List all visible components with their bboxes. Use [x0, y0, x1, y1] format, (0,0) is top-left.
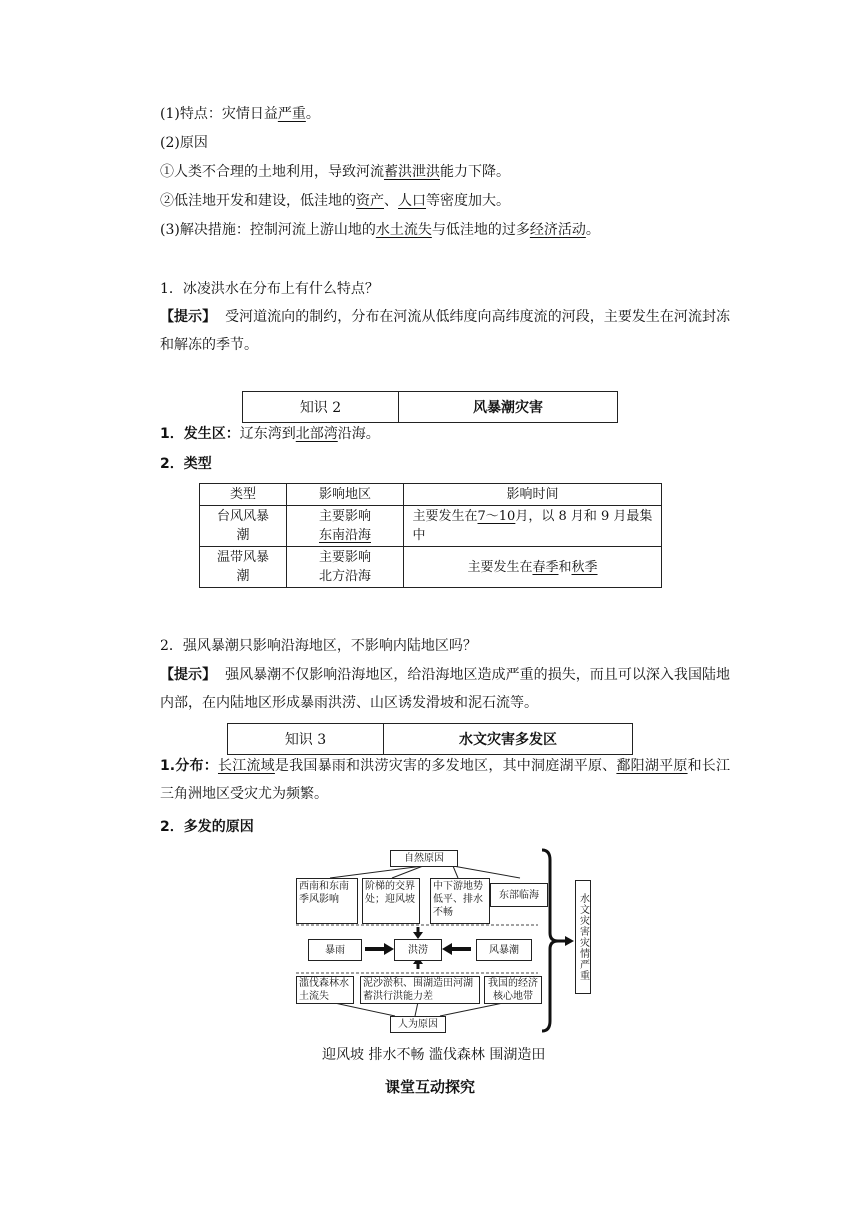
- question-2: 2．强风暴潮只影响沿海地区，不影响内陆地区吗？: [160, 638, 477, 654]
- header-area: 影响地区: [287, 484, 404, 506]
- knowledge-2-header: [242, 391, 618, 423]
- hint-label: 【提示】: [160, 667, 217, 683]
- hint-label: 【提示】: [160, 309, 217, 325]
- cell-type: 台风风暴潮: [200, 506, 287, 547]
- header-type: 类型: [200, 484, 287, 506]
- measures: (3)解决措施：控制河流上游山地的水土流失与低洼地的过多经济活动。: [160, 222, 600, 238]
- storm-surge-box: 风暴潮: [476, 939, 532, 961]
- result-box: 水文灾害灾情严重: [575, 880, 591, 994]
- header-time: 影响时间: [404, 484, 662, 506]
- terrain-step-box: 阶梯的交界处；迎风坡: [362, 878, 420, 924]
- cell-area: 主要影响 东南沿海: [287, 506, 404, 547]
- flood-box: 洪涝: [394, 939, 442, 961]
- knowledge-2-label: 知识 2: [243, 392, 399, 422]
- reason-label: 2．多发的原因: [160, 819, 254, 835]
- rainstorm-box: 暴雨: [308, 939, 362, 961]
- storm-type-label: 2．类型: [160, 456, 212, 472]
- section-title: 课堂互动探究: [384, 1078, 475, 1096]
- distribution: 1.分布：长江流域是我国暴雨和洪涝灾害的多发地区，其中洞庭湖平原、鄱阳湖平原和长江三角洲地区受灾尤为频繁。: [160, 758, 731, 802]
- monsoon-box: 西南和东南季风影响: [296, 878, 358, 924]
- feature-line: (1)特点：灾情日益严重。: [160, 106, 320, 122]
- cause-2: ②低洼地开发和建设，低洼地的资产、人口等密度加大。: [160, 193, 510, 209]
- human-cause-box: 人为原因: [390, 1016, 446, 1033]
- coastal-box: 东部临海: [490, 883, 548, 907]
- low-terrain-box: 中下游地势低平、排水不畅: [430, 878, 490, 924]
- knowledge-3-title: 水文灾害多发区: [459, 732, 557, 748]
- silt-reclamation-box: 泥沙淤积、围湖造田河湖蓄洪行洪能力差: [360, 976, 480, 1004]
- knowledge-3-header: [227, 723, 633, 755]
- cause-1: ①人类不合理的土地利用，导致河流蓄洪泄洪能力下降。: [160, 164, 510, 180]
- table-header-row: [200, 484, 662, 506]
- table-row: [200, 547, 662, 588]
- flood-cause-diagram: [290, 845, 600, 1035]
- hint-1: 【提示】 受河道流向的制约，分布在河流从低纬度向高纬度流的河段，主要发生在河流封冻和解冻的季节。: [160, 309, 731, 353]
- cell-area: 主要影响北方沿海: [287, 547, 404, 588]
- cell-time: 主要发生在7～10月，以 8 月和 9 月最集中: [404, 506, 662, 547]
- knowledge-3-label: 知识 3: [228, 724, 384, 754]
- cause-title: (2)原因: [160, 135, 208, 151]
- knowledge-2-title: 风暴潮灾害: [473, 400, 543, 416]
- hint-2: 【提示】 强风暴潮不仅影响沿海地区，给沿海地区造成严重的损失，而且可以深入我国陆地内部，在内陆地区形成暴雨洪涝、山区诱发滑坡和泥石流等。: [160, 667, 731, 711]
- deforestation-box: 滥伐森林水土流失: [296, 976, 354, 1004]
- economic-core-box: 我国的经济核心地带: [484, 976, 542, 1004]
- natural-cause-box: 自然原因: [390, 850, 458, 867]
- table-row: [200, 506, 662, 547]
- cell-type: 温带风暴潮: [200, 547, 287, 588]
- answer-caption: 迎风坡 排水不畅 滥伐森林 围湖造田: [322, 1047, 546, 1063]
- storm-area: 1．发生区：辽东湾到北部湾沿海。: [160, 426, 380, 442]
- cell-time: 主要发生在春季和秋季: [404, 547, 662, 588]
- storm-table: [199, 483, 662, 588]
- question-1: 1．冰凌洪水在分布上有什么特点？: [160, 281, 379, 297]
